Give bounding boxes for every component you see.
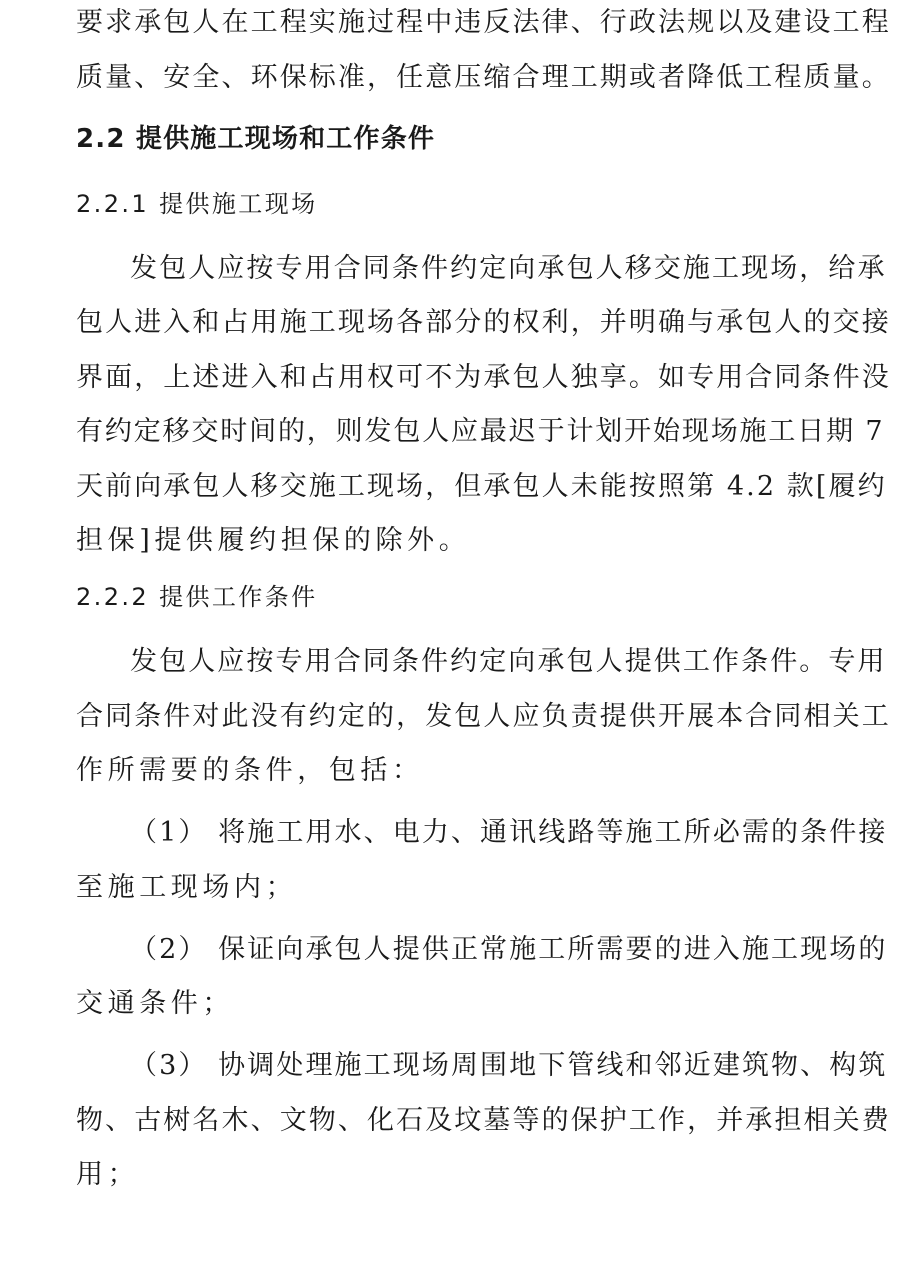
- paragraph-line: 担保]提供履约担保的除外。: [76, 525, 471, 556]
- body-text-line: 质量、安全、环保标准，任意压缩合理工期或者降低工程质量。: [76, 62, 891, 93]
- body-text-line: 要求承包人在工程实施过程中违反法律、行政法规以及建设工程: [76, 7, 891, 38]
- paragraph-line: 有约定移交时间的，则发包人应最迟于计划开始现场施工日期 7: [76, 416, 885, 447]
- paragraph-line: 发包人应按专用合同条件约定向承包人提供工作条件。专用: [130, 646, 887, 677]
- section-heading-2-2: 2.2 提供施工现场和工作条件: [76, 124, 436, 154]
- paragraph-line: 界面，上述进入和占用权可不为承包人独享。如专用合同条件没: [76, 362, 891, 393]
- paragraph-line: 作所需要的条件，包括：: [76, 755, 424, 786]
- list-item-line: 物、古树名木、文物、化石及坟墓等的保护工作，并承担相关费: [76, 1105, 891, 1136]
- list-item-line: （2） 保证向承包人提供正常施工所需要的进入施工现场的: [130, 934, 888, 965]
- list-item-line: 用；: [76, 1159, 140, 1190]
- paragraph-line: 包人进入和占用施工现场各部分的权利，并明确与承包人的交接: [76, 307, 891, 338]
- list-item-line: （3） 协调处理施工现场周围地下管线和邻近建筑物、构筑: [130, 1050, 888, 1081]
- list-item-line: 至施工现场内；: [76, 872, 298, 903]
- paragraph-line: 合同条件对此没有约定的，发包人应负责提供开展本合同相关工: [76, 701, 891, 732]
- list-item-line: 交通条件；: [76, 988, 234, 1019]
- subsection-heading-2-2-2: 2.2.2 提供工作条件: [76, 583, 318, 611]
- subsection-heading-2-2-1: 2.2.1 提供施工现场: [76, 190, 318, 218]
- paragraph-line: 天前向承包人移交施工现场，但承包人未能按照第 4.2 款[履约: [76, 471, 887, 502]
- paragraph-line: 发包人应按专用合同条件约定向承包人移交施工现场，给承: [130, 253, 887, 284]
- list-item-line: （1） 将施工用水、电力、通讯线路等施工所必需的条件接: [130, 817, 888, 848]
